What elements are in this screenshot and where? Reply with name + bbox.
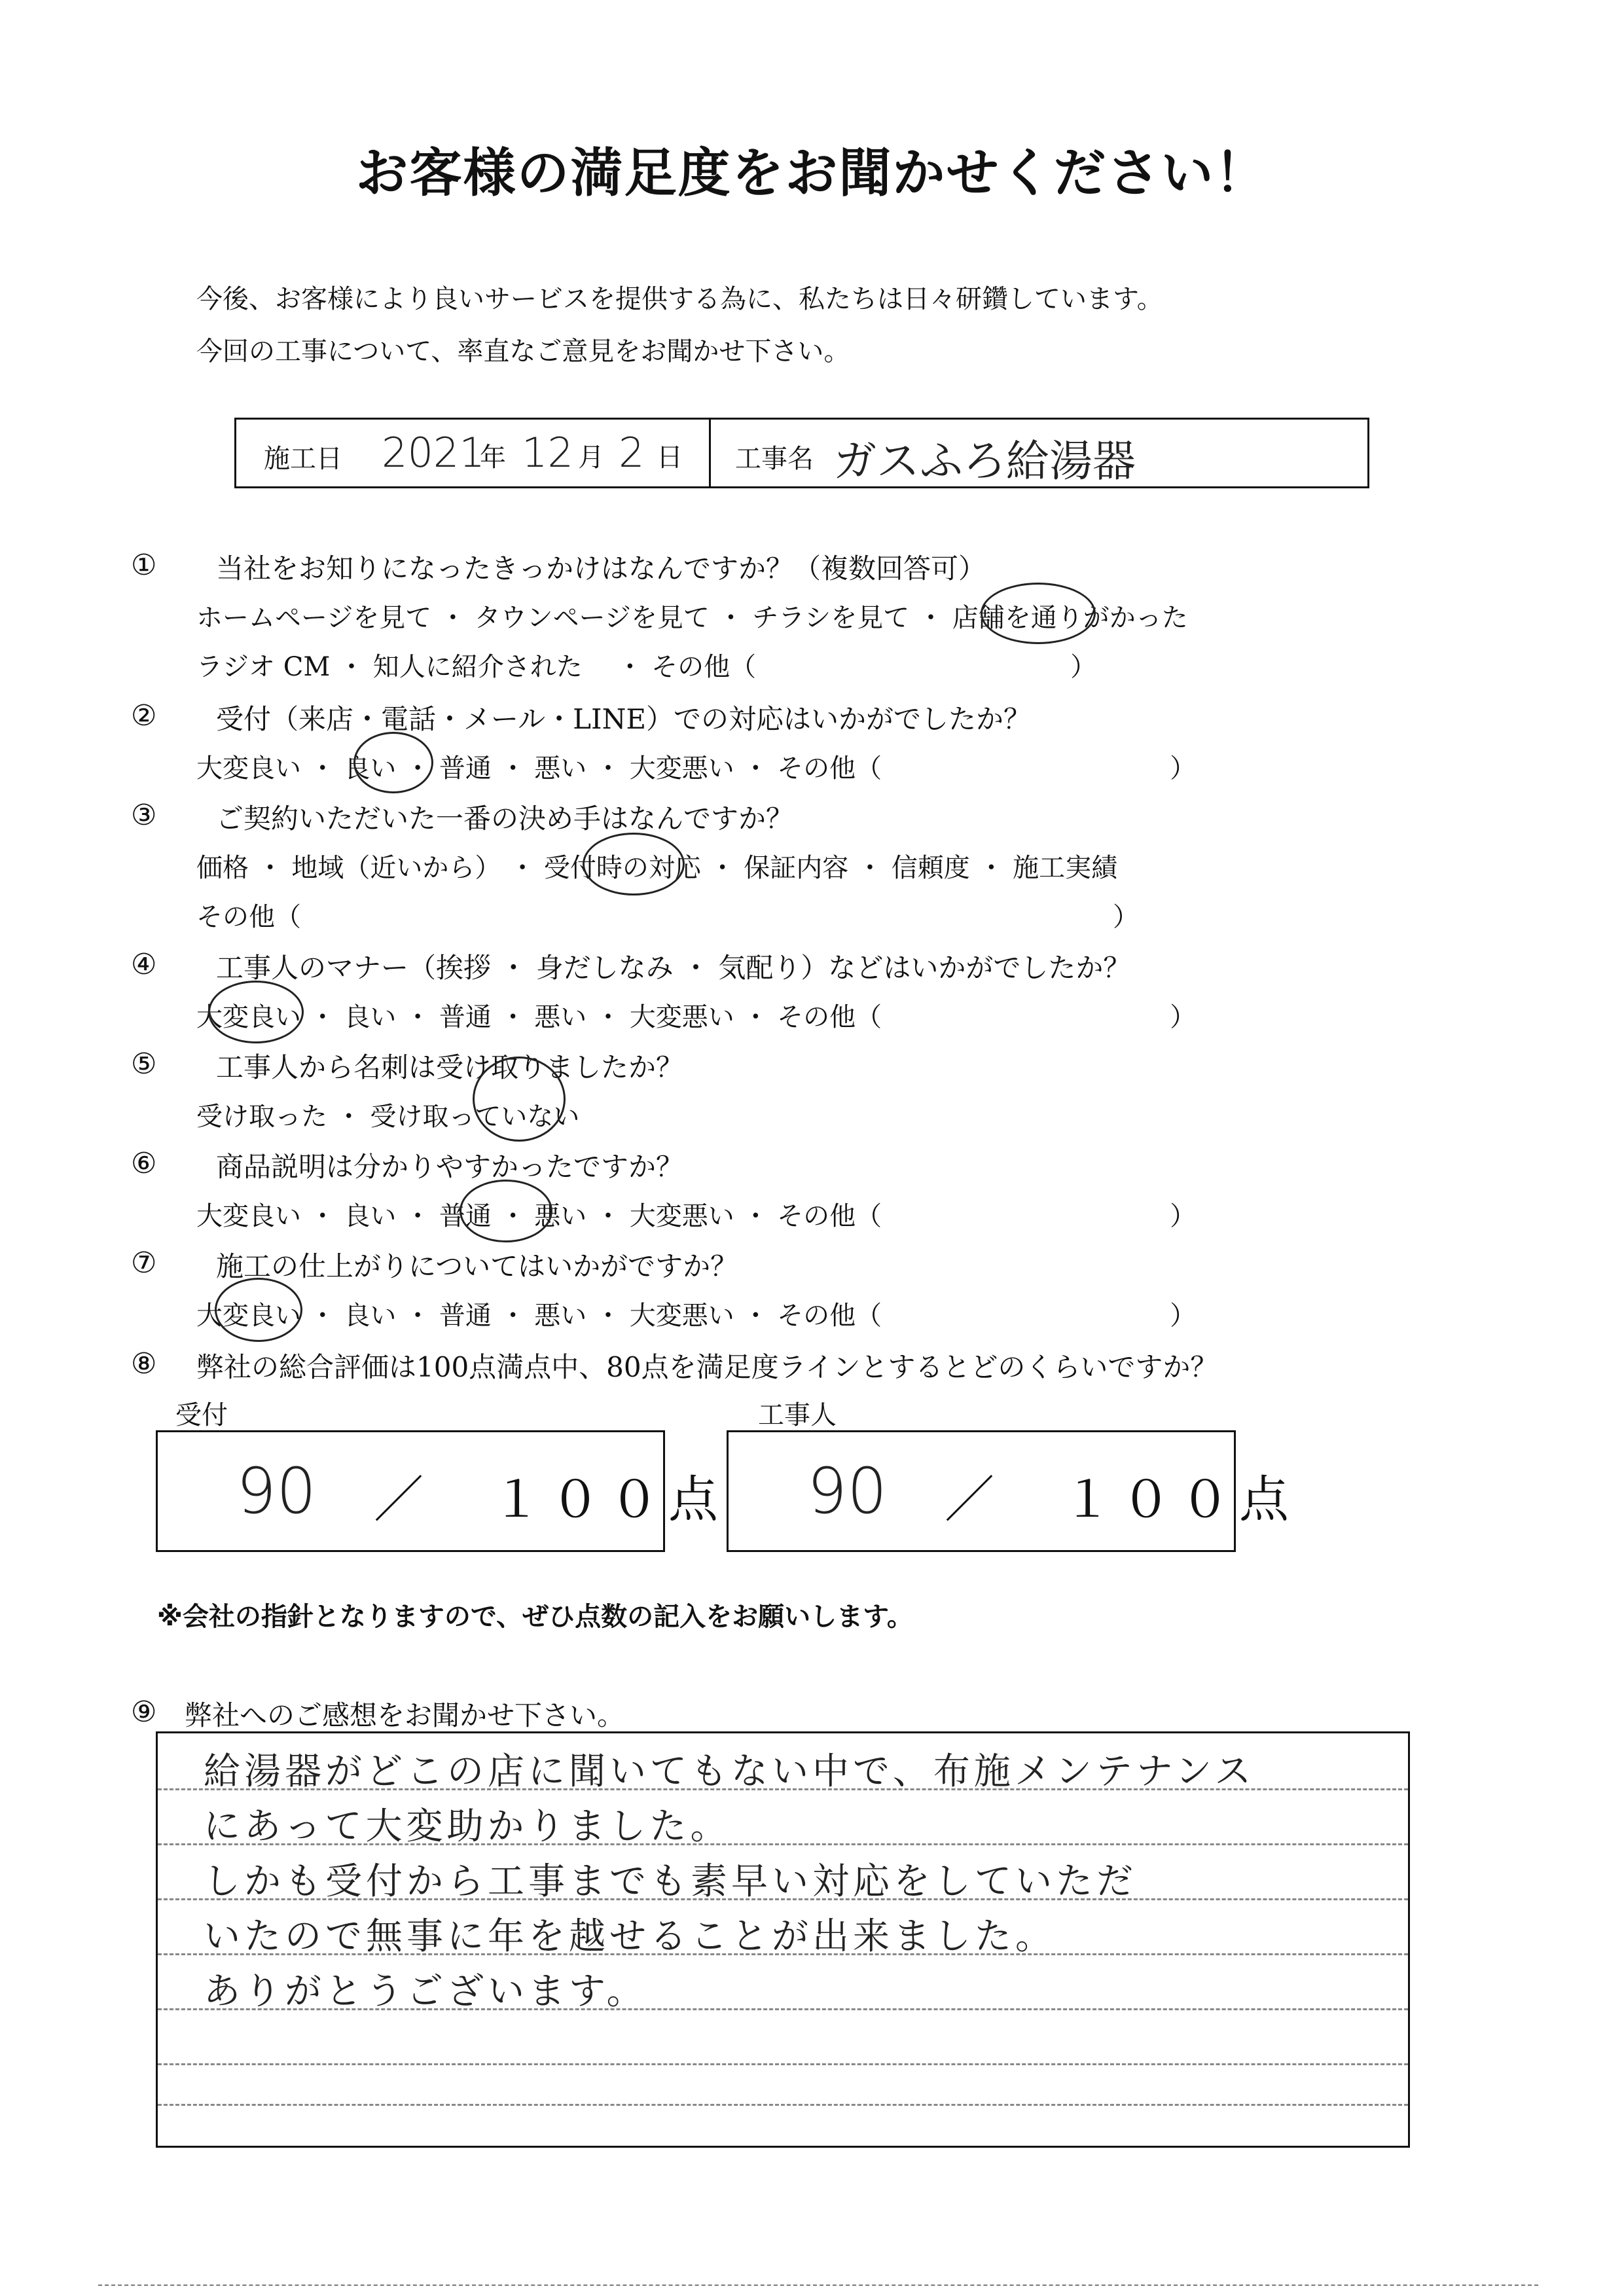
- date-label: 施工日: [264, 444, 342, 474]
- date-year-value[interactable]: 2021: [382, 429, 485, 477]
- q4-number: ④: [131, 948, 157, 981]
- worker-score-value[interactable]: 90: [807, 1455, 888, 1528]
- q6-options[interactable]: 大変良い ・ 良い ・ 普通 ・ 悪い ・ 大変悪い ・ その他（ ）: [196, 1201, 1197, 1231]
- q1-selection-circle: [981, 583, 1096, 644]
- q1-text: 当社をお知りになったきっかけはなんですか？（複数回答可）: [216, 552, 986, 585]
- worker-score-box[interactable]: [727, 1430, 1298, 1552]
- q7-options[interactable]: 大変良い ・ 良い ・ 普通 ・ 悪い ・ 大変悪い ・ その他（ ）: [196, 1301, 1197, 1331]
- q7-text: 施工の仕上がりについてはいかがですか？: [216, 1250, 738, 1282]
- date-year-unit: 年: [480, 443, 506, 473]
- q5-selection-circle: [473, 1057, 566, 1142]
- header-box: [234, 418, 1369, 488]
- ruled-line: [158, 2104, 1408, 2106]
- q9-number: ⑨: [131, 1695, 157, 1729]
- q2-selection-circle: [353, 732, 433, 793]
- reception-score-value[interactable]: 90: [236, 1455, 317, 1528]
- q2-number: ②: [131, 699, 157, 732]
- q5-number: ⑤: [131, 1047, 157, 1081]
- header-divider: [709, 420, 711, 486]
- comment-line-1: 給湯器がどこの店に聞いてもない中で、布施メンテナンス: [204, 1750, 1255, 1793]
- q1-number: ①: [131, 549, 157, 582]
- q5-options[interactable]: 受け取った ・ 受け取っていない: [196, 1102, 580, 1132]
- q3-selection-circle: [583, 833, 685, 895]
- date-day-unit: 日: [657, 443, 683, 473]
- reception-label: 受付: [175, 1400, 228, 1430]
- q7-selection-circle: [215, 1278, 302, 1342]
- score-note: ※会社の指針となりますので、ぜひ点数の記入をお願いします。: [157, 1602, 913, 1632]
- q4-text: 工事人のマナー（挨拶 ・ 身だしなみ ・ 気配り）などはいかがでしたか？: [216, 952, 1131, 984]
- comment-line-2: にあって大変助かりました。: [204, 1805, 731, 1848]
- q6-text: 商品説明は分かりやすかったですか？: [216, 1151, 684, 1183]
- q7-number: ⑦: [131, 1246, 157, 1280]
- ruled-line: [158, 2063, 1408, 2065]
- q2-text: 受付（来店・電話・メール・LINE）での対応はいかがでしたか？: [216, 703, 1032, 735]
- q1-options-line1[interactable]: ホームページを見て ・ タウンページを見て ・ チラシを見て ・ 店舗を通りがかった: [196, 603, 1188, 633]
- q2-options[interactable]: 大変良い ・ 良い ・ 普通 ・ 悪い ・ 大変悪い ・ その他（ ）: [196, 753, 1197, 784]
- scan-edge-line: [98, 2285, 1538, 2286]
- q3-options-line2[interactable]: その他（ ）: [196, 902, 1139, 932]
- q4-selection-circle: [208, 981, 304, 1043]
- project-value[interactable]: ガスふろ給湯器: [833, 436, 1136, 486]
- comment-box[interactable]: [156, 1731, 1410, 2148]
- q4-options[interactable]: 大変良い ・ 良い ・ 普通 ・ 悪い ・ 大変悪い ・ その他（ ）: [196, 1002, 1197, 1032]
- comment-line-4: いたので無事に年を越せることが出来ました。: [204, 1915, 1056, 1958]
- q8-text: 弊社の総合評価は100点満点中、80点を満足度ラインとするとどのくらいですか？: [196, 1351, 1218, 1383]
- q5-text: 工事人から名刺は受け取りましたか？: [216, 1051, 684, 1083]
- q3-text: ご契約いただいた一番の決め手はなんですか？: [216, 803, 794, 835]
- q1-options-line2[interactable]: ラジオ CM ・ 知人に紹介された ・ その他（ ）: [196, 652, 1097, 682]
- worker-label: 工事人: [758, 1400, 837, 1430]
- q6-number: ⑥: [131, 1147, 157, 1180]
- worker-score-suffix: ／ １００点: [945, 1470, 1298, 1528]
- comment-line-3: しかも受付から工事までも素早い対応をしていただ: [204, 1860, 1137, 1903]
- date-month-value[interactable]: 12: [522, 429, 573, 477]
- q9-text: 弊社へのご感想をお聞かせ下さい。: [185, 1699, 625, 1731]
- page-title: お客様の満足度をお聞かせください！: [355, 143, 1269, 204]
- date-day-value[interactable]: 2: [619, 429, 645, 477]
- reception-score-suffix: ／ １００点: [374, 1470, 727, 1528]
- reception-score-box[interactable]: [156, 1430, 727, 1552]
- comment-line-5: ありがとうございます。: [204, 1970, 647, 2013]
- date-month-unit: 月: [578, 443, 604, 473]
- q3-number: ③: [131, 799, 157, 832]
- q6-selection-circle: [460, 1180, 552, 1242]
- intro-line-2: 今回の工事について、率直なご意見をお聞かせ下さい。: [196, 336, 850, 367]
- q8-number: ⑧: [131, 1347, 157, 1381]
- intro-line-1: 今後、お客様により良いサービスを提供する為に、私たちは日々研鑽しています。: [196, 284, 1163, 314]
- q3-options-line1[interactable]: 価格 ・ 地域（近いから） ・ 受付時の対応 ・ 保証内容 ・ 信頼度 ・ 施工実績: [196, 853, 1118, 883]
- project-label: 工事名: [735, 444, 814, 474]
